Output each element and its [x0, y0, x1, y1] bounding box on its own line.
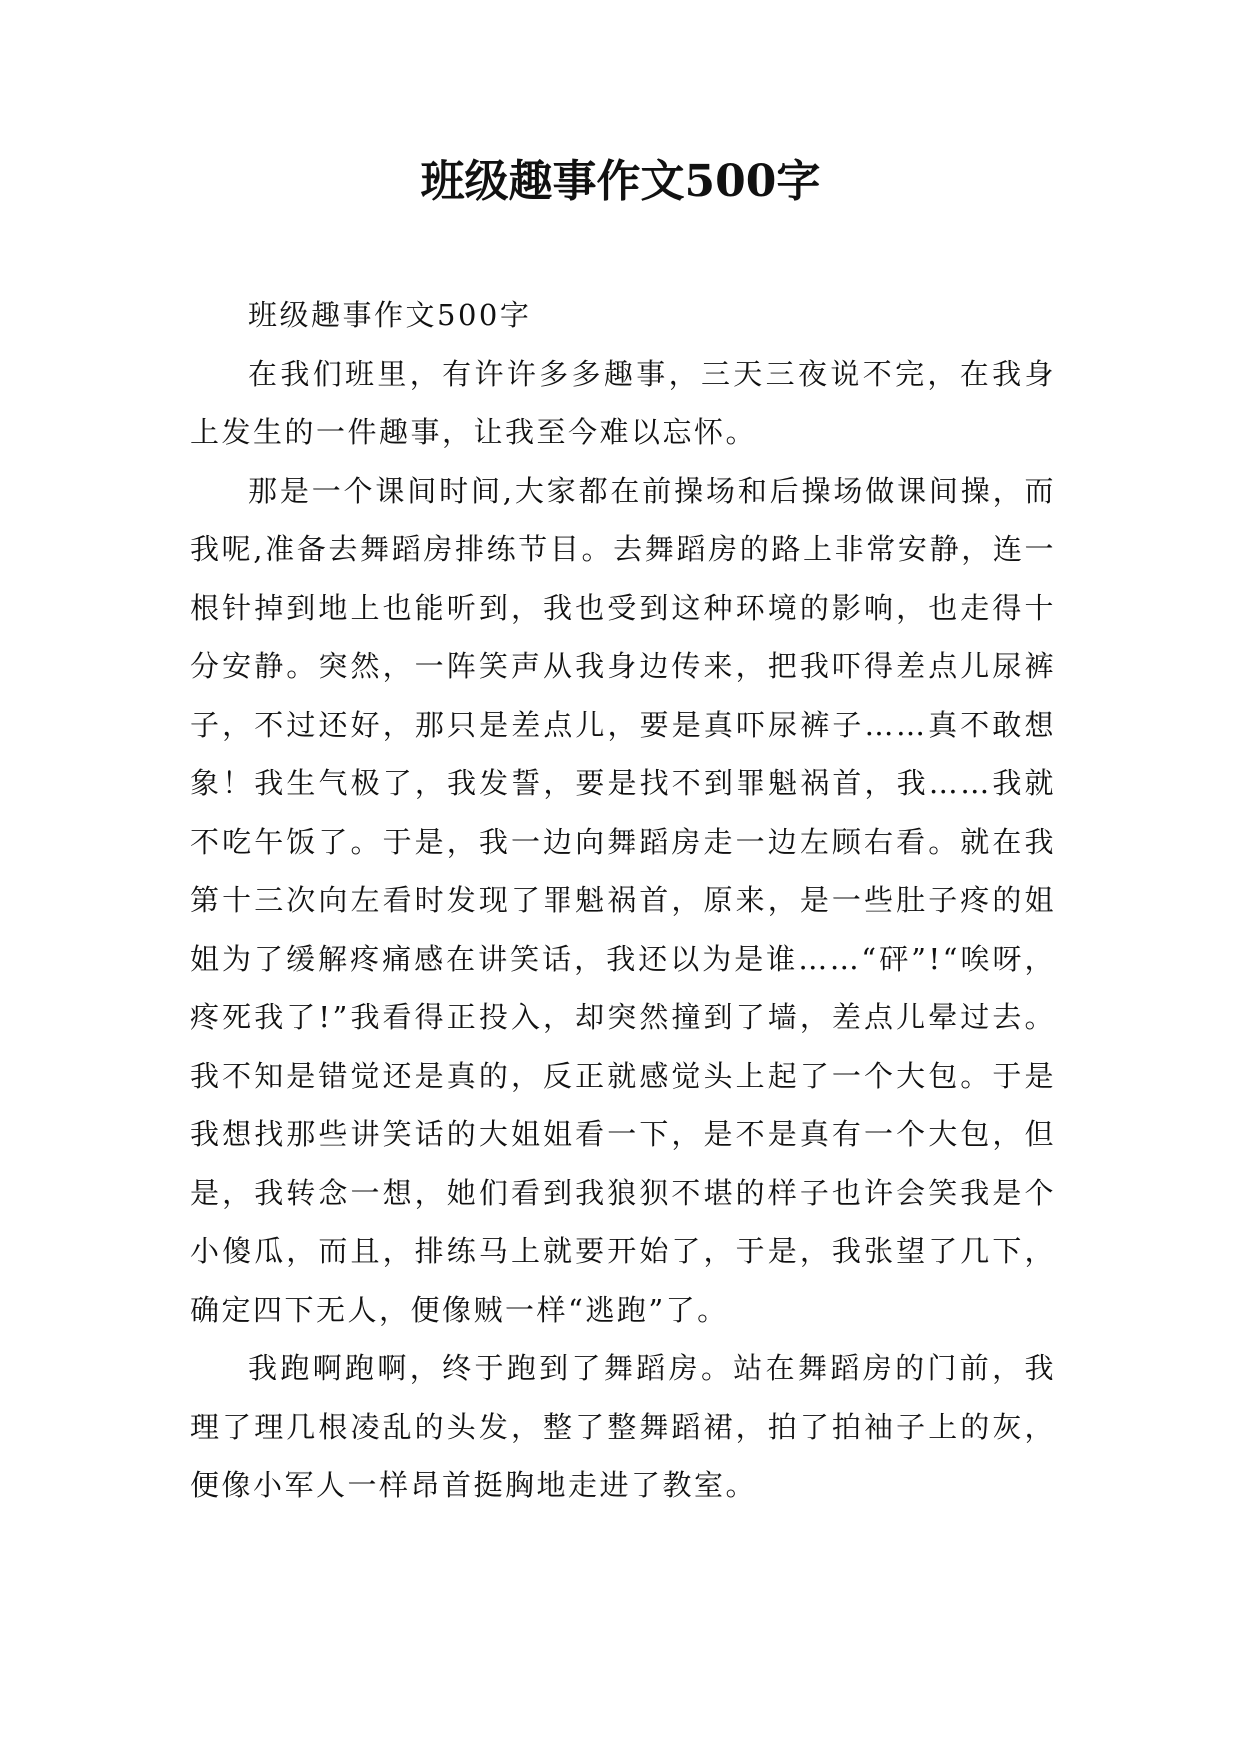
paragraph: 在我们班里，有许许多多趣事，三天三夜说不完，在我身上发生的一件趣事，让我至今难以忘怀。 — [190, 356, 1056, 449]
paragraph-subtitle: 班级趣事作文500字 — [248, 298, 532, 332]
paragraph: 我跑啊跑啊，终于跑到了舞蹈房。站在舞蹈房的门前，我理了理几根凌乱的头发，整了整舞蹈裙，拍了拍袖子上的灰，便像小军人一样昂首挺胸地走进了教室。 — [190, 1351, 1056, 1502]
document-title: 班级趣事作文500字 — [420, 156, 821, 207]
paragraph: 那是一个课间时间,大家都在前操场和后操场做课间操，而我呢,准备去舞蹈房排练节目。去舞蹈房的路上非常安静，连一根针掉到地上也能听到，我也受到这种环境的影响，也走得十分安静。突然，一阵笑声从我身边传来，把我吓得差点儿尿裤子，不过还好，那只是差点儿，要是真吓尿裤子……真不敢想象！我生气极了，我发誓，要是找不到罪魁祸首，我……我就不吃午饭了。于是，我一边向舞蹈房走一边左顾右看。就在我第十三次向左看时发现了罪魁祸首，原来，是一些肚子疼的姐姐为了缓解疼痛感在讲笑话，我还以为是谁……“砰”!“唉呀，疼死我了!”我看得正投入，却突然撞到了墙，差点儿晕过去。我不知是错觉还是真的，反正就感觉头上起了一个大包。于是我想找那些讲笑话的大姐姐看一下，是不是真有一个大包，但是，我转念一想，她们看到我狼狈不堪的样子也许会笑我是个小傻瓜，而且，排练马上就要开始了，于是，我张望了几下，确定四下无人，便像贼一样“逃跑”了。 — [190, 473, 1056, 1327]
document-body — [190, 286, 1056, 1515]
